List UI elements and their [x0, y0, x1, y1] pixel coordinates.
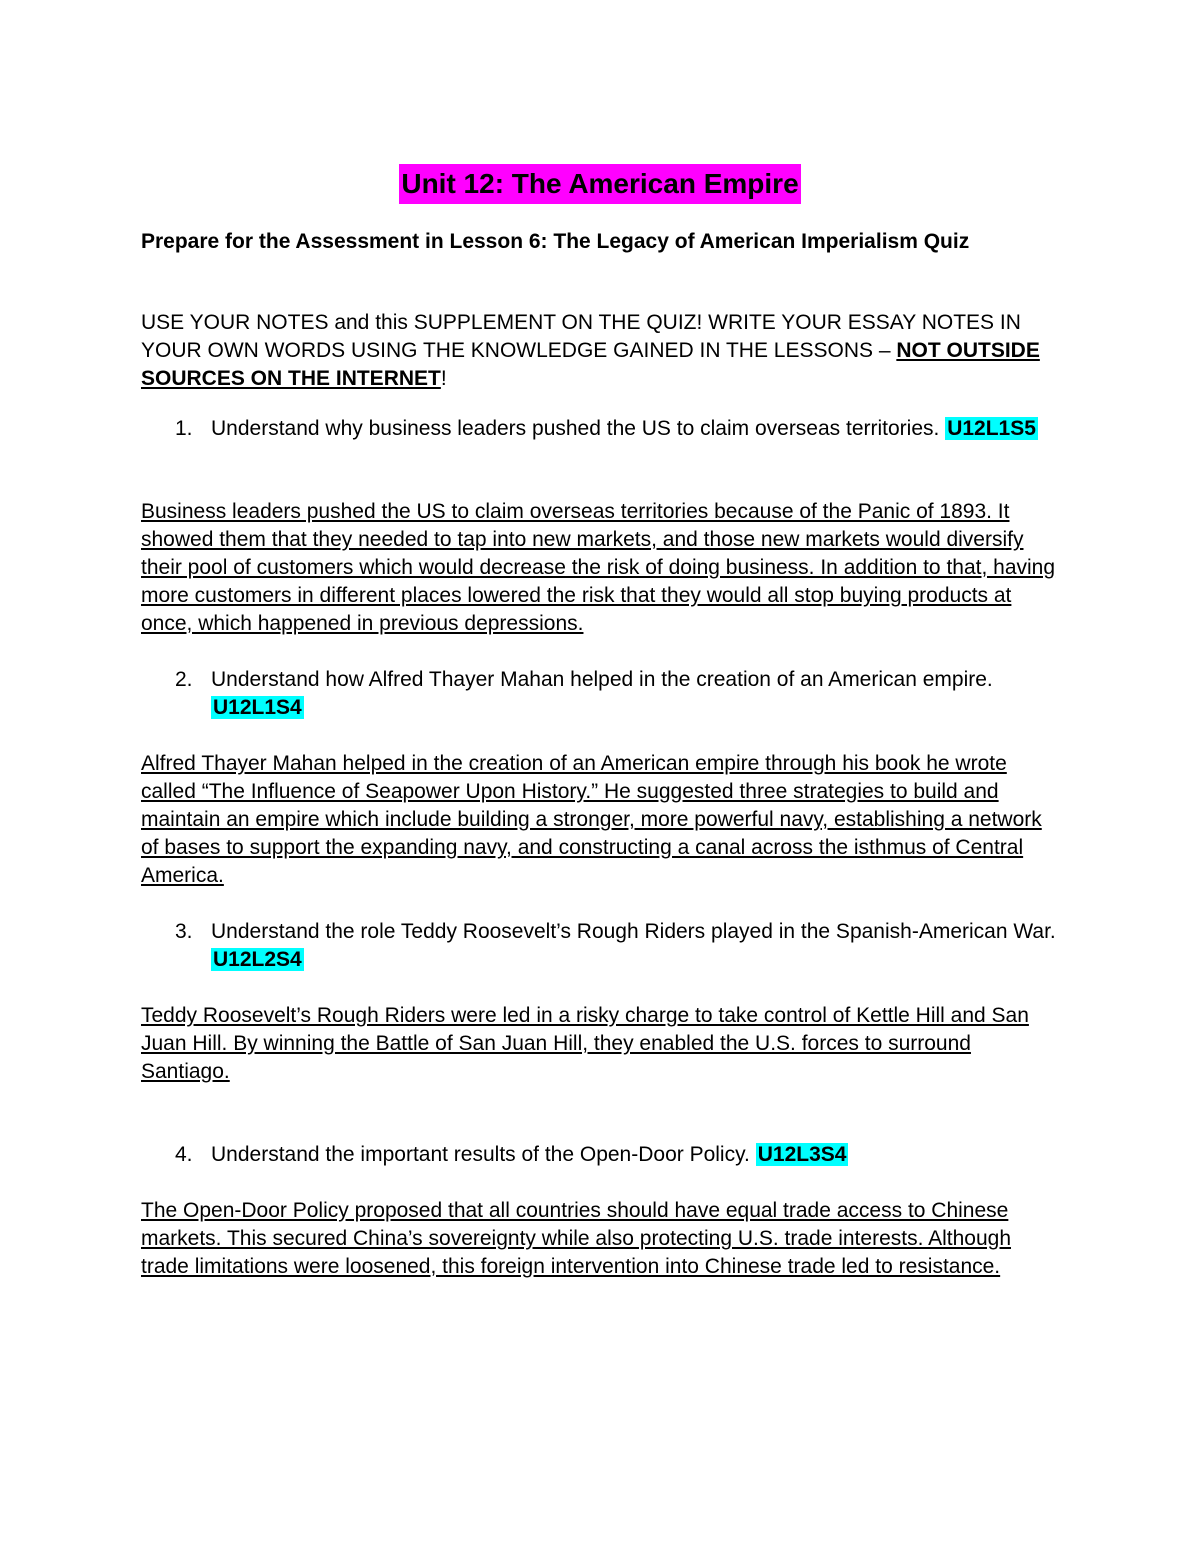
page-title: Unit 12: The American Empire [399, 164, 800, 204]
instructions-warning: NOT OUTSIDE SOURCES ON THE INTERNET [141, 339, 1040, 390]
lesson-tag: U12L1S5 [947, 417, 1036, 440]
lesson-tag: U12L3S4 [757, 1143, 847, 1166]
answer-4: The Open-Door Policy proposed that all countries should have equal trade access to Chinese markets. This secured China’s sovereignty while also protecting U.S. trade interests. Although trade limitations were loosened, this foreign intervention into Chinese trade led to resistance. [141, 1199, 1011, 1278]
instructions-paragraph [141, 309, 1061, 393]
question-3 [141, 918, 1061, 974]
lesson-tag: U12L1S4 [213, 696, 302, 719]
instructions-end: ! [440, 367, 447, 390]
title-block [141, 164, 1059, 204]
question-text [211, 1141, 1061, 1169]
question-text [211, 918, 1061, 974]
lesson-tag: U12L2S4 [213, 948, 302, 971]
question-number: 3. [175, 920, 193, 943]
question-4 [141, 1141, 1061, 1169]
answer-2: Alfred Thayer Mahan helped in the creation of an American empire through his book he wrote called “The Influence of Seapower Upon History.” He suggested three strategies to build and maintain an empire which include building a stronger, more powerful navy, establishing a network of bases to support the expanding navy, and constructing a canal across the isthmus of Central America. [141, 752, 1042, 887]
question-prompt: Understand why business leaders pushed the US to claim overseas territories. [211, 417, 946, 440]
answer-3: Teddy Roosevelt’s Rough Riders were led in a risky charge to take control of Kettle Hill and San Juan Hill. By winning the Battle of San Juan Hill, they enabled the U.S. forces to surround Santiago. [141, 1004, 1029, 1083]
question-prompt: Understand the role Teddy Roosevelt’s Rough Riders played in the Spanish-American War. [211, 920, 1056, 943]
question-1 [141, 415, 1061, 443]
question-number: 4. [175, 1143, 193, 1166]
page-subtitle: Prepare for the Assessment in Lesson 6: The Legacy of American Imperialism Quiz [141, 230, 970, 253]
question-number: 2. [175, 668, 193, 691]
question-number: 1. [175, 417, 193, 440]
question-2 [141, 666, 1061, 722]
question-prompt: Understand how Alfred Thayer Mahan helped in the creation of an American empire. [211, 668, 993, 691]
question-text [211, 666, 1061, 722]
question-text [211, 415, 1061, 443]
question-prompt: Understand the important results of the Open-Door Policy. [211, 1143, 756, 1166]
answer-1: Business leaders pushed the US to claim overseas territories because of the Panic of 1893. It showed them that they needed to tap into new markets, and those new markets would diversify their pool of customers which would decrease the risk of doing business. In addition to that, having more customers in different places lowered the risk that they would all stop buying products at once, which happened in previous depressions. [141, 500, 1056, 635]
instructions-text: USE YOUR NOTES and this SUPPLEMENT ON THE QUIZ! WRITE YOUR ESSAY NOTES IN YOUR OWN WORDS USING THE KNOWLEDGE GAINED IN THE LESSONS – [141, 311, 1021, 362]
